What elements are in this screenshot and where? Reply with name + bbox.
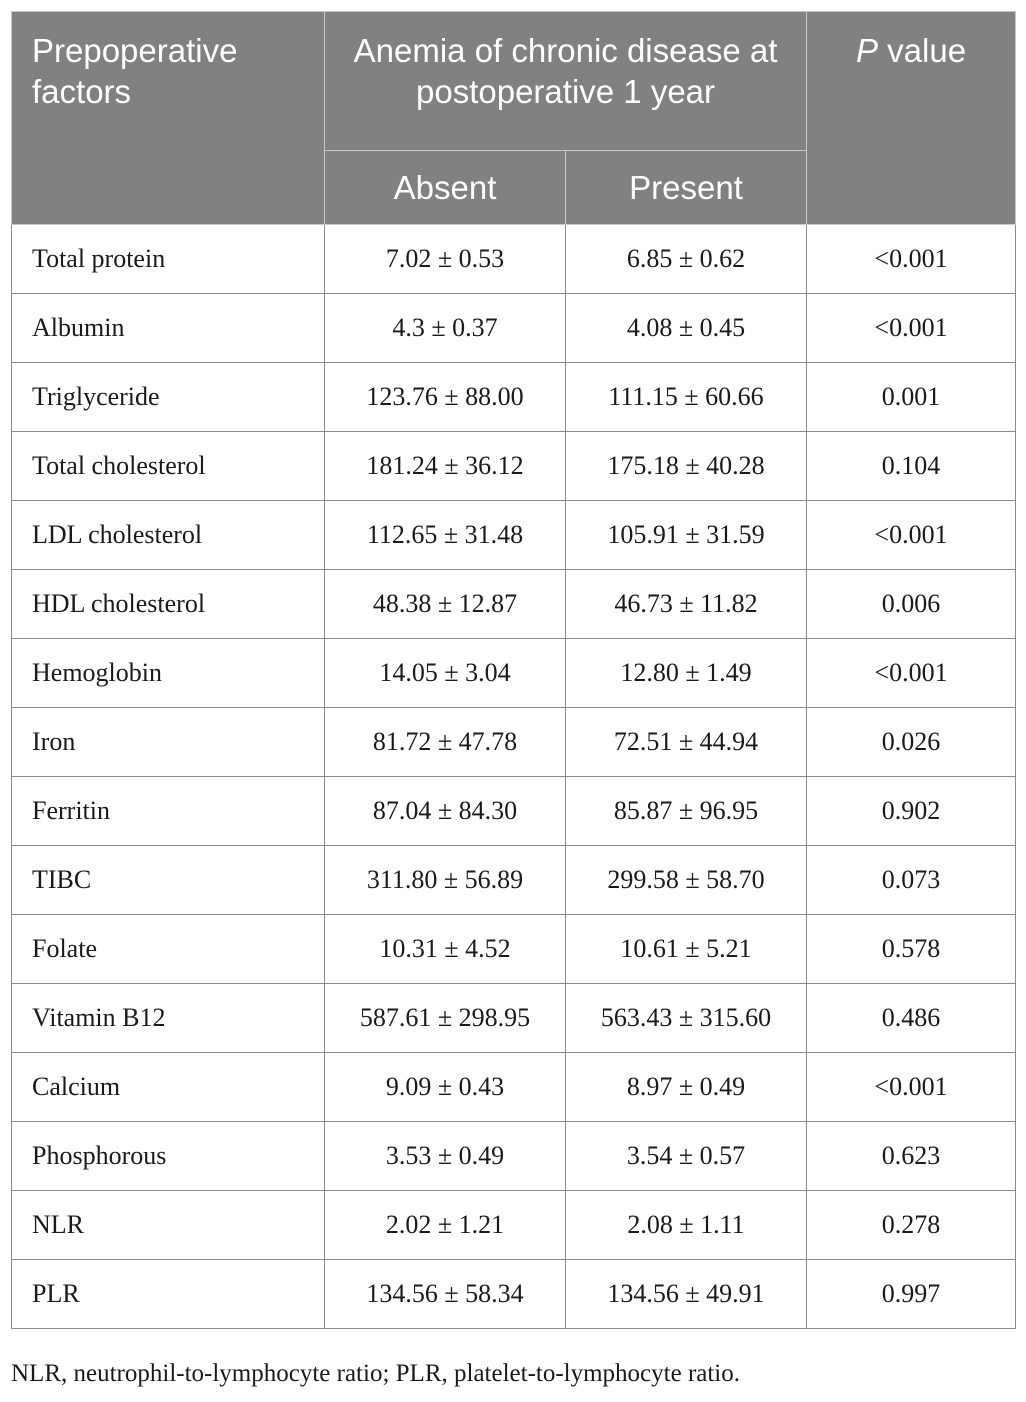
- header-pvalue: [807, 12, 1016, 225]
- cell-pvalue: 0.104: [807, 432, 1016, 501]
- lab-values-table: [11, 11, 1016, 1329]
- table-row: [12, 777, 1016, 846]
- cell-factor: Ferritin: [12, 777, 325, 846]
- cell-factor: LDL cholesterol: [12, 501, 325, 570]
- table-body: [12, 225, 1016, 1329]
- cell-present: 105.91 ± 31.59: [566, 501, 807, 570]
- cell-factor: Iron: [12, 708, 325, 777]
- cell-factor: Phosphorous: [12, 1122, 325, 1191]
- cell-present: 4.08 ± 0.45: [566, 294, 807, 363]
- cell-absent: 2.02 ± 1.21: [325, 1191, 566, 1260]
- cell-absent: 123.76 ± 88.00: [325, 363, 566, 432]
- data-table-container: [11, 11, 1015, 1329]
- cell-factor: PLR: [12, 1260, 325, 1329]
- cell-factor: Calcium: [12, 1053, 325, 1122]
- cell-pvalue: 0.006: [807, 570, 1016, 639]
- header-pvalue-rest: value: [877, 32, 967, 69]
- cell-present: 2.08 ± 1.11: [566, 1191, 807, 1260]
- cell-factor: Albumin: [12, 294, 325, 363]
- cell-absent: 9.09 ± 0.43: [325, 1053, 566, 1122]
- cell-factor: Vitamin B12: [12, 984, 325, 1053]
- cell-absent: 7.02 ± 0.53: [325, 225, 566, 294]
- cell-absent: 587.61 ± 298.95: [325, 984, 566, 1053]
- cell-present: 3.54 ± 0.57: [566, 1122, 807, 1191]
- cell-pvalue: <0.001: [807, 1053, 1016, 1122]
- table-row: [12, 570, 1016, 639]
- table-row: [12, 363, 1016, 432]
- table-row: [12, 708, 1016, 777]
- cell-present: 12.80 ± 1.49: [566, 639, 807, 708]
- table-row: [12, 915, 1016, 984]
- table-row: [12, 225, 1016, 294]
- table-header: [12, 12, 1016, 225]
- cell-pvalue: <0.001: [807, 225, 1016, 294]
- table-row: [12, 846, 1016, 915]
- cell-present: 175.18 ± 40.28: [566, 432, 807, 501]
- table-row: [12, 984, 1016, 1053]
- cell-present: 134.56 ± 49.91: [566, 1260, 807, 1329]
- cell-absent: 112.65 ± 31.48: [325, 501, 566, 570]
- cell-present: 72.51 ± 44.94: [566, 708, 807, 777]
- table-row: [12, 432, 1016, 501]
- cell-present: 111.15 ± 60.66: [566, 363, 807, 432]
- table-row: [12, 1191, 1016, 1260]
- cell-present: 85.87 ± 96.95: [566, 777, 807, 846]
- cell-absent: 134.56 ± 58.34: [325, 1260, 566, 1329]
- table-footnote: NLR, neutrophil-to-lymphocyte ratio; PLR, platelet-to-lymphocyte ratio.: [11, 1360, 741, 1387]
- cell-factor: NLR: [12, 1191, 325, 1260]
- cell-present: 6.85 ± 0.62: [566, 225, 807, 294]
- cell-absent: 4.3 ± 0.37: [325, 294, 566, 363]
- cell-pvalue: 0.486: [807, 984, 1016, 1053]
- table-row: [12, 1260, 1016, 1329]
- header-absent: Absent: [325, 151, 566, 225]
- header-row-top: [12, 12, 1016, 151]
- cell-pvalue: <0.001: [807, 501, 1016, 570]
- cell-pvalue: 0.073: [807, 846, 1016, 915]
- cell-factor: Total protein: [12, 225, 325, 294]
- cell-absent: 87.04 ± 84.30: [325, 777, 566, 846]
- cell-pvalue: 0.026: [807, 708, 1016, 777]
- cell-present: 46.73 ± 11.82: [566, 570, 807, 639]
- table-row: [12, 1122, 1016, 1191]
- cell-factor: Total cholesterol: [12, 432, 325, 501]
- cell-factor: Triglyceride: [12, 363, 325, 432]
- cell-absent: 3.53 ± 0.49: [325, 1122, 566, 1191]
- cell-present: 10.61 ± 5.21: [566, 915, 807, 984]
- cell-pvalue: <0.001: [807, 294, 1016, 363]
- cell-present: 8.97 ± 0.49: [566, 1053, 807, 1122]
- table-row: [12, 639, 1016, 708]
- header-factor: Prepoperative factors: [12, 12, 325, 225]
- cell-pvalue: 0.623: [807, 1122, 1016, 1191]
- table-row: [12, 501, 1016, 570]
- cell-factor: TIBC: [12, 846, 325, 915]
- header-present: Present: [566, 151, 807, 225]
- cell-absent: 311.80 ± 56.89: [325, 846, 566, 915]
- header-pvalue-italic: P: [855, 32, 878, 69]
- cell-present: 563.43 ± 315.60: [566, 984, 807, 1053]
- cell-pvalue: 0.001: [807, 363, 1016, 432]
- cell-factor: HDL cholesterol: [12, 570, 325, 639]
- header-group-anemia: Anemia of chronic disease at postoperative 1 year: [325, 12, 807, 151]
- cell-factor: Hemoglobin: [12, 639, 325, 708]
- cell-absent: 10.31 ± 4.52: [325, 915, 566, 984]
- cell-pvalue: <0.001: [807, 639, 1016, 708]
- cell-pvalue: 0.578: [807, 915, 1016, 984]
- cell-pvalue: 0.902: [807, 777, 1016, 846]
- cell-factor: Folate: [12, 915, 325, 984]
- cell-pvalue: 0.997: [807, 1260, 1016, 1329]
- table-row: [12, 1053, 1016, 1122]
- cell-absent: 48.38 ± 12.87: [325, 570, 566, 639]
- cell-absent: 181.24 ± 36.12: [325, 432, 566, 501]
- cell-absent: 14.05 ± 3.04: [325, 639, 566, 708]
- cell-present: 299.58 ± 58.70: [566, 846, 807, 915]
- table-row: [12, 294, 1016, 363]
- cell-pvalue: 0.278: [807, 1191, 1016, 1260]
- cell-absent: 81.72 ± 47.78: [325, 708, 566, 777]
